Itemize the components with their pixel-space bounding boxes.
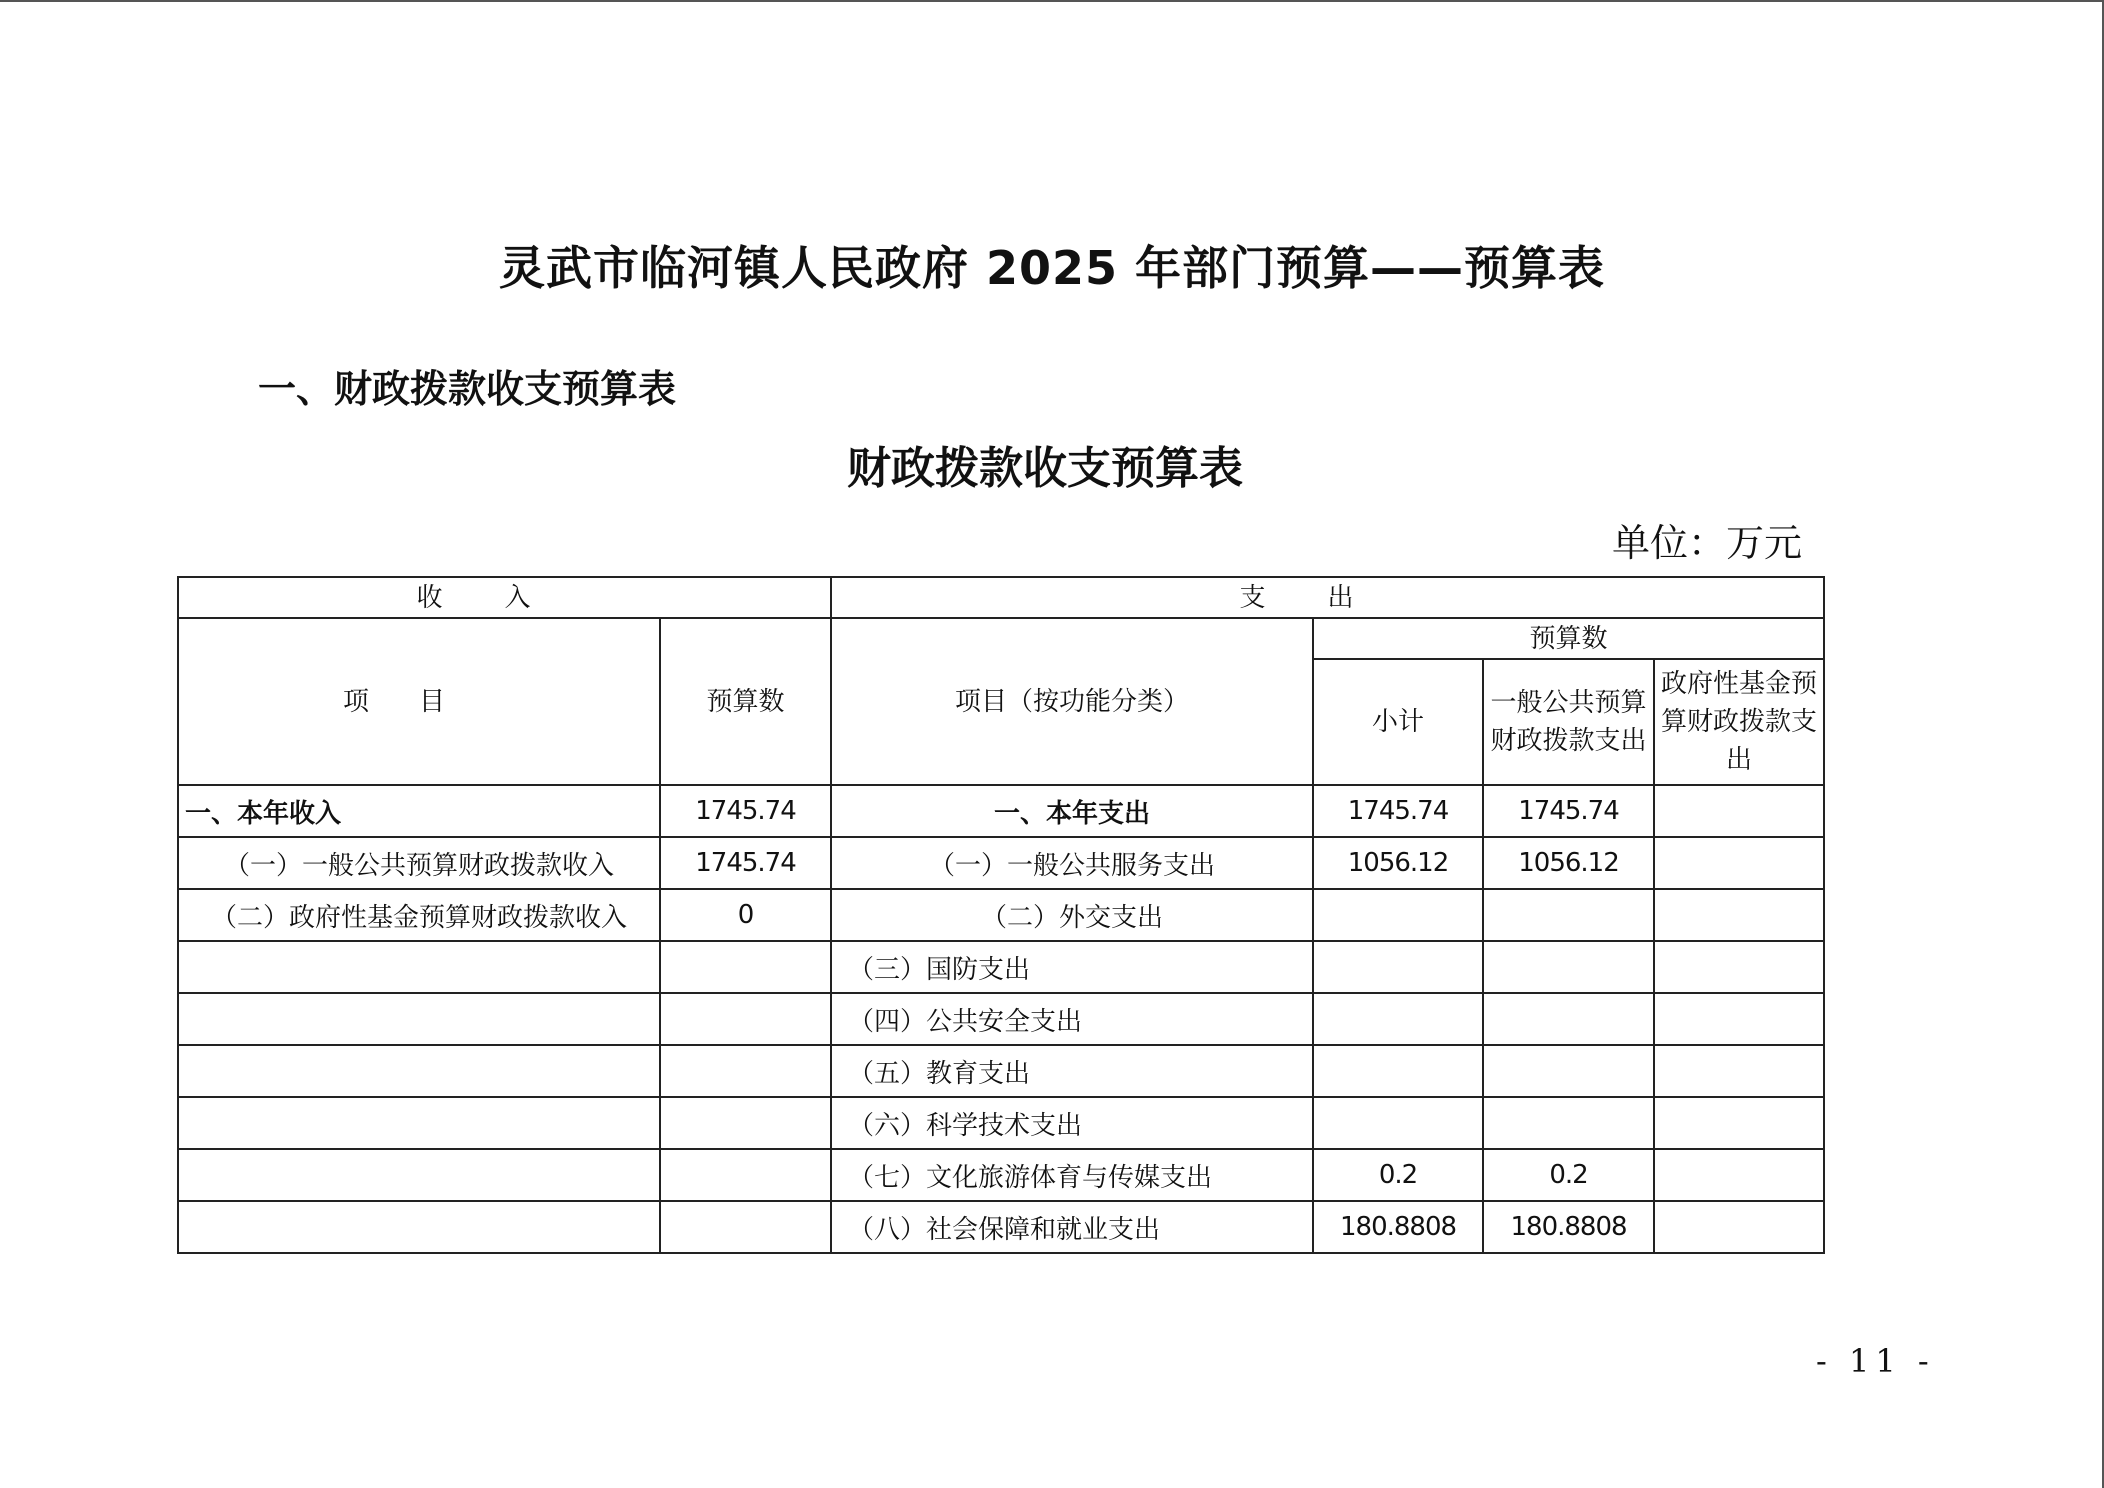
- expense-item-cell: （七）文化旅游体育与传媒支出: [831, 1149, 1313, 1201]
- expense-item-cell: 一、本年支出: [831, 785, 1313, 837]
- income-header: 收入: [178, 577, 831, 618]
- table-row: [178, 1149, 1824, 1201]
- general-budget-cell: [1483, 993, 1654, 1045]
- expense-item-header: 项目（按功能分类）: [831, 618, 1313, 785]
- general-budget-cell: 1056.12: [1483, 837, 1654, 889]
- subtotal-cell: 1745.74: [1313, 785, 1483, 837]
- general-budget-header: 一般公共预算财政拨款支出: [1483, 659, 1654, 785]
- income-value-cell: [660, 941, 831, 993]
- income-value-cell: 0: [660, 889, 831, 941]
- budget-group-header: 预算数: [1313, 618, 1824, 659]
- income-item-cell: 一、本年收入: [178, 785, 660, 837]
- income-value-cell: [660, 1149, 831, 1201]
- income-value-cell: [660, 1097, 831, 1149]
- table-row: [178, 889, 1824, 941]
- table-row: [178, 785, 1824, 837]
- subtotal-cell: 0.2: [1313, 1149, 1483, 1201]
- income-item-cell: [178, 1149, 660, 1201]
- income-value-cell: 1745.74: [660, 785, 831, 837]
- expense-item-cell: （五）教育支出: [831, 1045, 1313, 1097]
- table-row: [178, 1045, 1824, 1097]
- fund-budget-cell: [1654, 1045, 1824, 1097]
- fund-budget-header: 政府性基金预算财政拨款支出: [1654, 659, 1824, 785]
- header-row-1: [178, 577, 1824, 618]
- income-item-cell: [178, 993, 660, 1045]
- expense-item-cell: （一）一般公共服务支出: [831, 837, 1313, 889]
- general-budget-cell: [1483, 1097, 1654, 1149]
- expense-item-cell: （二）外交支出: [831, 889, 1313, 941]
- income-item-cell: [178, 1045, 660, 1097]
- table-row: [178, 941, 1824, 993]
- fund-budget-cell: [1654, 941, 1824, 993]
- section-heading: 一、财政拨款收支预算表: [258, 366, 677, 411]
- general-budget-cell: 180.8808: [1483, 1201, 1654, 1253]
- fund-budget-cell: [1654, 785, 1824, 837]
- income-item-cell: （二）政府性基金预算财政拨款收入: [178, 889, 660, 941]
- general-budget-cell: 0.2: [1483, 1149, 1654, 1201]
- fund-budget-cell: [1654, 993, 1824, 1045]
- subtotal-cell: [1313, 889, 1483, 941]
- budget-table: [177, 576, 1825, 1254]
- expense-item-cell: （六）科学技术支出: [831, 1097, 1313, 1149]
- income-value-cell: [660, 993, 831, 1045]
- fund-budget-cell: [1654, 889, 1824, 941]
- income-budget-header: 预算数: [660, 618, 831, 785]
- subtotal-cell: [1313, 993, 1483, 1045]
- fund-budget-cell: [1654, 837, 1824, 889]
- header-row-2: [178, 618, 1824, 659]
- fund-budget-cell: [1654, 1149, 1824, 1201]
- expense-item-cell: （三）国防支出: [831, 941, 1313, 993]
- subtotal-header: 小计: [1313, 659, 1483, 785]
- expense-header: 支出: [831, 577, 1824, 618]
- expense-item-cell: （四）公共安全支出: [831, 993, 1313, 1045]
- fund-budget-cell: [1654, 1097, 1824, 1149]
- general-budget-cell: [1483, 889, 1654, 941]
- subtotal-cell: 180.8808: [1313, 1201, 1483, 1253]
- page-number: - 11 -: [1816, 1342, 1935, 1380]
- income-value-cell: [660, 1201, 831, 1253]
- expense-item-cell: （八）社会保障和就业支出: [831, 1201, 1313, 1253]
- income-item-cell: [178, 1201, 660, 1253]
- subtotal-cell: [1313, 1097, 1483, 1149]
- income-item-header: 项目: [178, 618, 660, 785]
- income-value-cell: 1745.74: [660, 837, 831, 889]
- table-row: [178, 837, 1824, 889]
- table-row: [178, 993, 1824, 1045]
- unit-label: 单位：万元: [1611, 521, 1802, 565]
- table-title: 财政拨款收支预算表: [847, 443, 1243, 494]
- subtotal-cell: [1313, 1045, 1483, 1097]
- subtotal-cell: 1056.12: [1313, 837, 1483, 889]
- document-title: 灵武市临河镇人民政府 2025 年部门预算——预算表: [498, 241, 1606, 295]
- general-budget-cell: 1745.74: [1483, 785, 1654, 837]
- income-item-cell: [178, 1097, 660, 1149]
- general-budget-cell: [1483, 1045, 1654, 1097]
- table-row: [178, 1097, 1824, 1149]
- table-row: [178, 1201, 1824, 1253]
- subtotal-cell: [1313, 941, 1483, 993]
- income-item-cell: （一）一般公共预算财政拨款收入: [178, 837, 660, 889]
- income-item-cell: [178, 941, 660, 993]
- fund-budget-cell: [1654, 1201, 1824, 1253]
- general-budget-cell: [1483, 941, 1654, 993]
- income-value-cell: [660, 1045, 831, 1097]
